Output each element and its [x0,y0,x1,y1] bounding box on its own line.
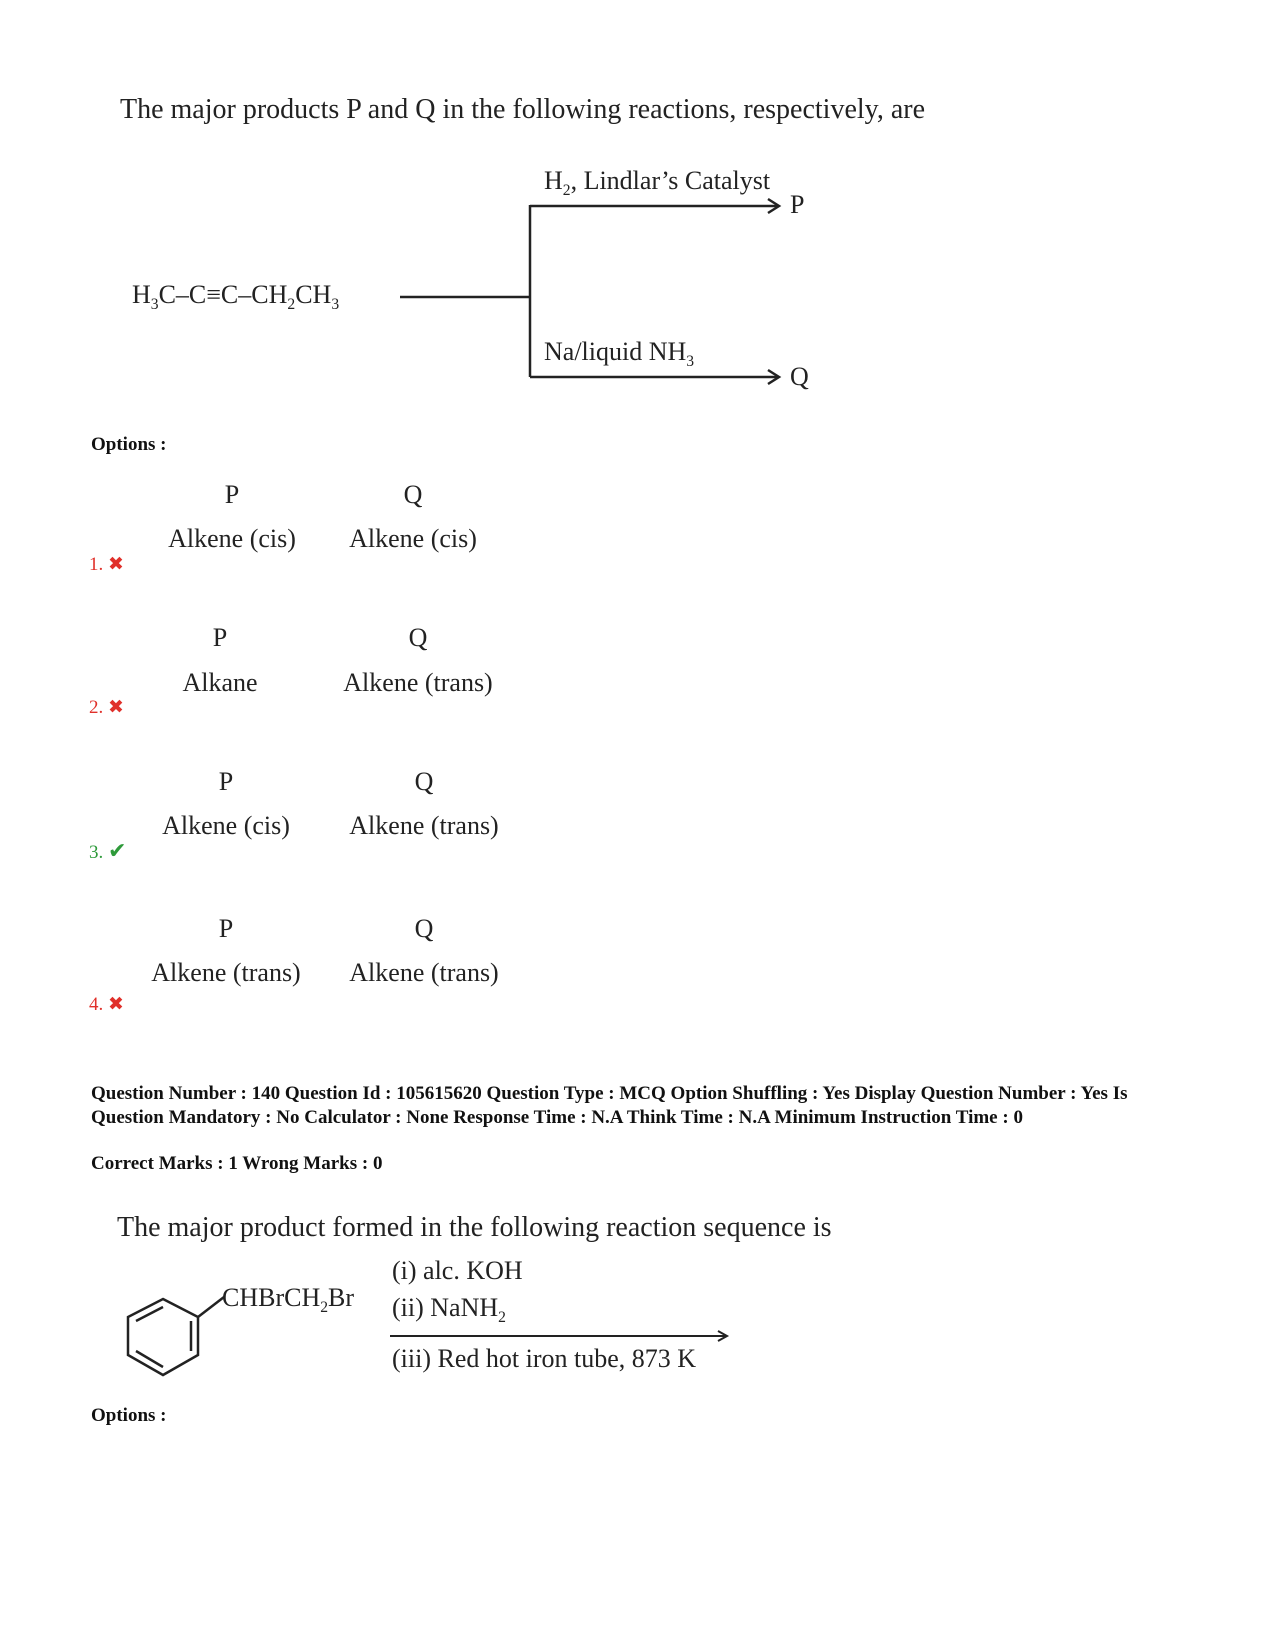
step-3: (iii) Red hot iron tube, 873 K [392,1344,697,1373]
correct-check-icon: ✔ [108,838,127,863]
reagent-top: $H_2$, Lindlar’s Catalyst [544,166,771,200]
reactant-formula: $H_3C-C\equiv C-CH_2CH_3$ [132,280,340,314]
question1-text: The major products P and Q in the following reactions, respectively, are [120,94,926,125]
reagent-bottom: Na/liquid $NH_3$ [544,337,695,371]
option-q-value: Alkene (trans) [349,958,499,987]
option-q-value: Alkene (trans) [343,668,493,697]
option-p-value: Alkane [182,668,258,697]
option-p-header: P [218,914,234,943]
product-p: P [790,190,805,219]
wrong-cross-icon: ✖ [108,554,124,575]
option-number: 4. [89,994,104,1015]
option-number: 2. [89,697,104,718]
option-p-value: Alkene (cis) [162,811,290,840]
reaction-arrow [388,1328,738,1344]
substituent-formula: CHBrCH$_2$Br [222,1283,355,1317]
option-p-header: P [218,767,234,796]
wrong-cross-icon: ✖ [108,994,124,1015]
options-label-2: Options : [91,1405,167,1426]
option-p-value: Alkene (cis) [168,524,296,553]
option-number: 1. [89,554,104,575]
option-p-header: P [224,480,240,509]
option-p-header: P [212,623,228,652]
question-metadata: Question Number : 140 Question Id : 105615620 Question Type : MCQ Option Shuffling : Yes Display Question Number : Yes Is Question Mandatory : No Calculator : None Response Time : N.A Think Time : N.A Minimum Instruction Time : 0 [91,1083,1128,1128]
option-q-header: Q [414,914,434,943]
option-q-header: Q [408,623,428,652]
option-q-value: Alkene (trans) [349,811,499,840]
product-q: Q [790,362,809,391]
option-number: 3. [89,842,104,863]
option-q-value: Alkene (cis) [349,524,477,553]
options-label: Options : [91,434,167,455]
step-1: (i) alc. KOH [392,1256,523,1285]
step-2: (ii) NaNH$_2$ [392,1293,506,1327]
option-q-header: Q [403,480,423,509]
option-p-value: Alkene (trans) [151,958,301,987]
marks-info: Correct Marks : 1 Wrong Marks : 0 [91,1153,383,1174]
option-q-header: Q [414,767,434,796]
question2-text: The major product formed in the following reaction sequence is [117,1212,832,1243]
wrong-cross-icon: ✖ [108,697,124,718]
